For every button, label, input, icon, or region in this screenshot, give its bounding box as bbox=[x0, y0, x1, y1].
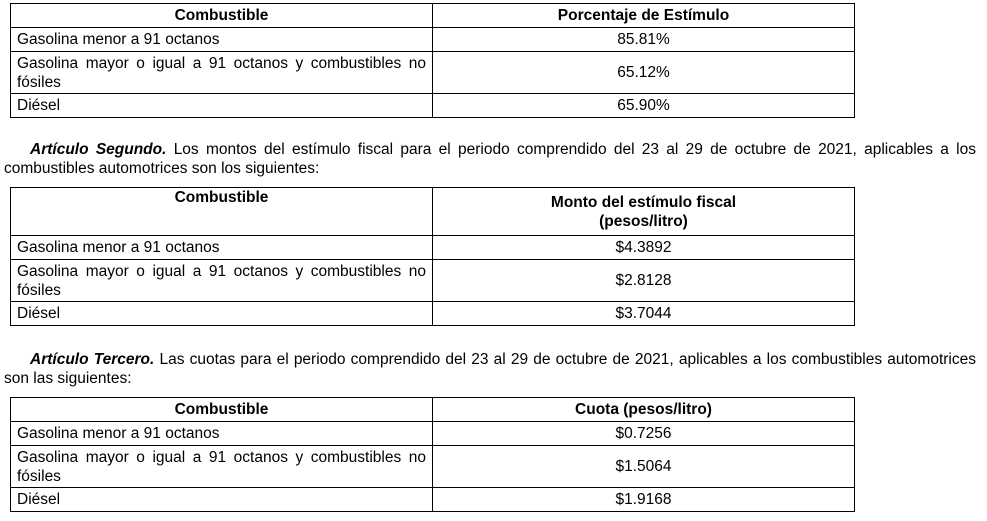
table-row bbox=[11, 302, 855, 326]
article-third-text: Las cuotas para el periodo comprendido del 23 al 29 de octubre de 2021, aplicables a los combustibles automotrices son las siguientes: bbox=[4, 351, 976, 387]
article-third-paragraph bbox=[4, 350, 976, 388]
quota-cell: $0.7256 bbox=[433, 422, 855, 446]
fuel-name-cell: Diésel bbox=[11, 94, 433, 118]
fuel-name-cell: Gasolina menor a 91 octanos bbox=[11, 236, 433, 260]
stimulus-percentage-table bbox=[10, 3, 855, 118]
column-header-amount-line1: Monto del estímulo fiscal bbox=[550, 193, 737, 211]
table-header-row bbox=[11, 188, 855, 236]
article-second-paragraph bbox=[4, 140, 976, 178]
percentage-cell: 65.90% bbox=[433, 94, 855, 118]
fuel-name-cell: Gasolina mayor o igual a 91 octanos y combustibles no fósiles bbox=[11, 446, 433, 488]
percentage-cell: 65.12% bbox=[433, 52, 855, 94]
article-second-text: Los montos del estímulo fiscal para el periodo comprendido del 23 al 29 de octubre de 2021, aplicables a los combustibles automotrices son los siguientes: bbox=[4, 141, 976, 177]
article-second-heading: Artículo Segundo. bbox=[30, 141, 167, 158]
percentage-cell: 85.81% bbox=[433, 28, 855, 52]
column-header-quota: Cuota (pesos/litro) bbox=[433, 398, 855, 422]
article-third-heading: Artículo Tercero. bbox=[30, 351, 155, 368]
table-row bbox=[11, 94, 855, 118]
column-header-fuel: Combustible bbox=[11, 188, 433, 236]
quota-cell: $1.5064 bbox=[433, 446, 855, 488]
table-header-row bbox=[11, 4, 855, 28]
fuel-name-cell: Diésel bbox=[11, 488, 433, 512]
fuel-name-cell: Gasolina menor a 91 octanos bbox=[11, 422, 433, 446]
fuel-name-cell: Gasolina mayor o igual a 91 octanos y combustibles no fósiles bbox=[11, 52, 433, 94]
fuel-name-cell: Diésel bbox=[11, 302, 433, 326]
table-row bbox=[11, 260, 855, 302]
quota-table bbox=[10, 397, 855, 512]
column-header-percentage: Porcentaje de Estímulo bbox=[433, 4, 855, 28]
table-row bbox=[11, 422, 855, 446]
table-header-row bbox=[11, 398, 855, 422]
amount-cell: $3.7044 bbox=[433, 302, 855, 326]
column-header-amount-line2: (pesos/litro) bbox=[599, 212, 688, 230]
fuel-name-cell: Gasolina menor a 91 octanos bbox=[11, 28, 433, 52]
table-row bbox=[11, 446, 855, 488]
stimulus-amount-table bbox=[10, 187, 855, 326]
amount-cell: $4.3892 bbox=[433, 236, 855, 260]
table-row bbox=[11, 488, 855, 512]
column-header-amount bbox=[433, 188, 855, 236]
column-header-fuel: Combustible bbox=[11, 4, 433, 28]
table-row bbox=[11, 28, 855, 52]
column-header-fuel: Combustible bbox=[11, 398, 433, 422]
table-row bbox=[11, 236, 855, 260]
quota-cell: $1.9168 bbox=[433, 488, 855, 512]
amount-cell: $2.8128 bbox=[433, 260, 855, 302]
fuel-name-cell: Gasolina mayor o igual a 91 octanos y combustibles no fósiles bbox=[11, 260, 433, 302]
table-row bbox=[11, 52, 855, 94]
